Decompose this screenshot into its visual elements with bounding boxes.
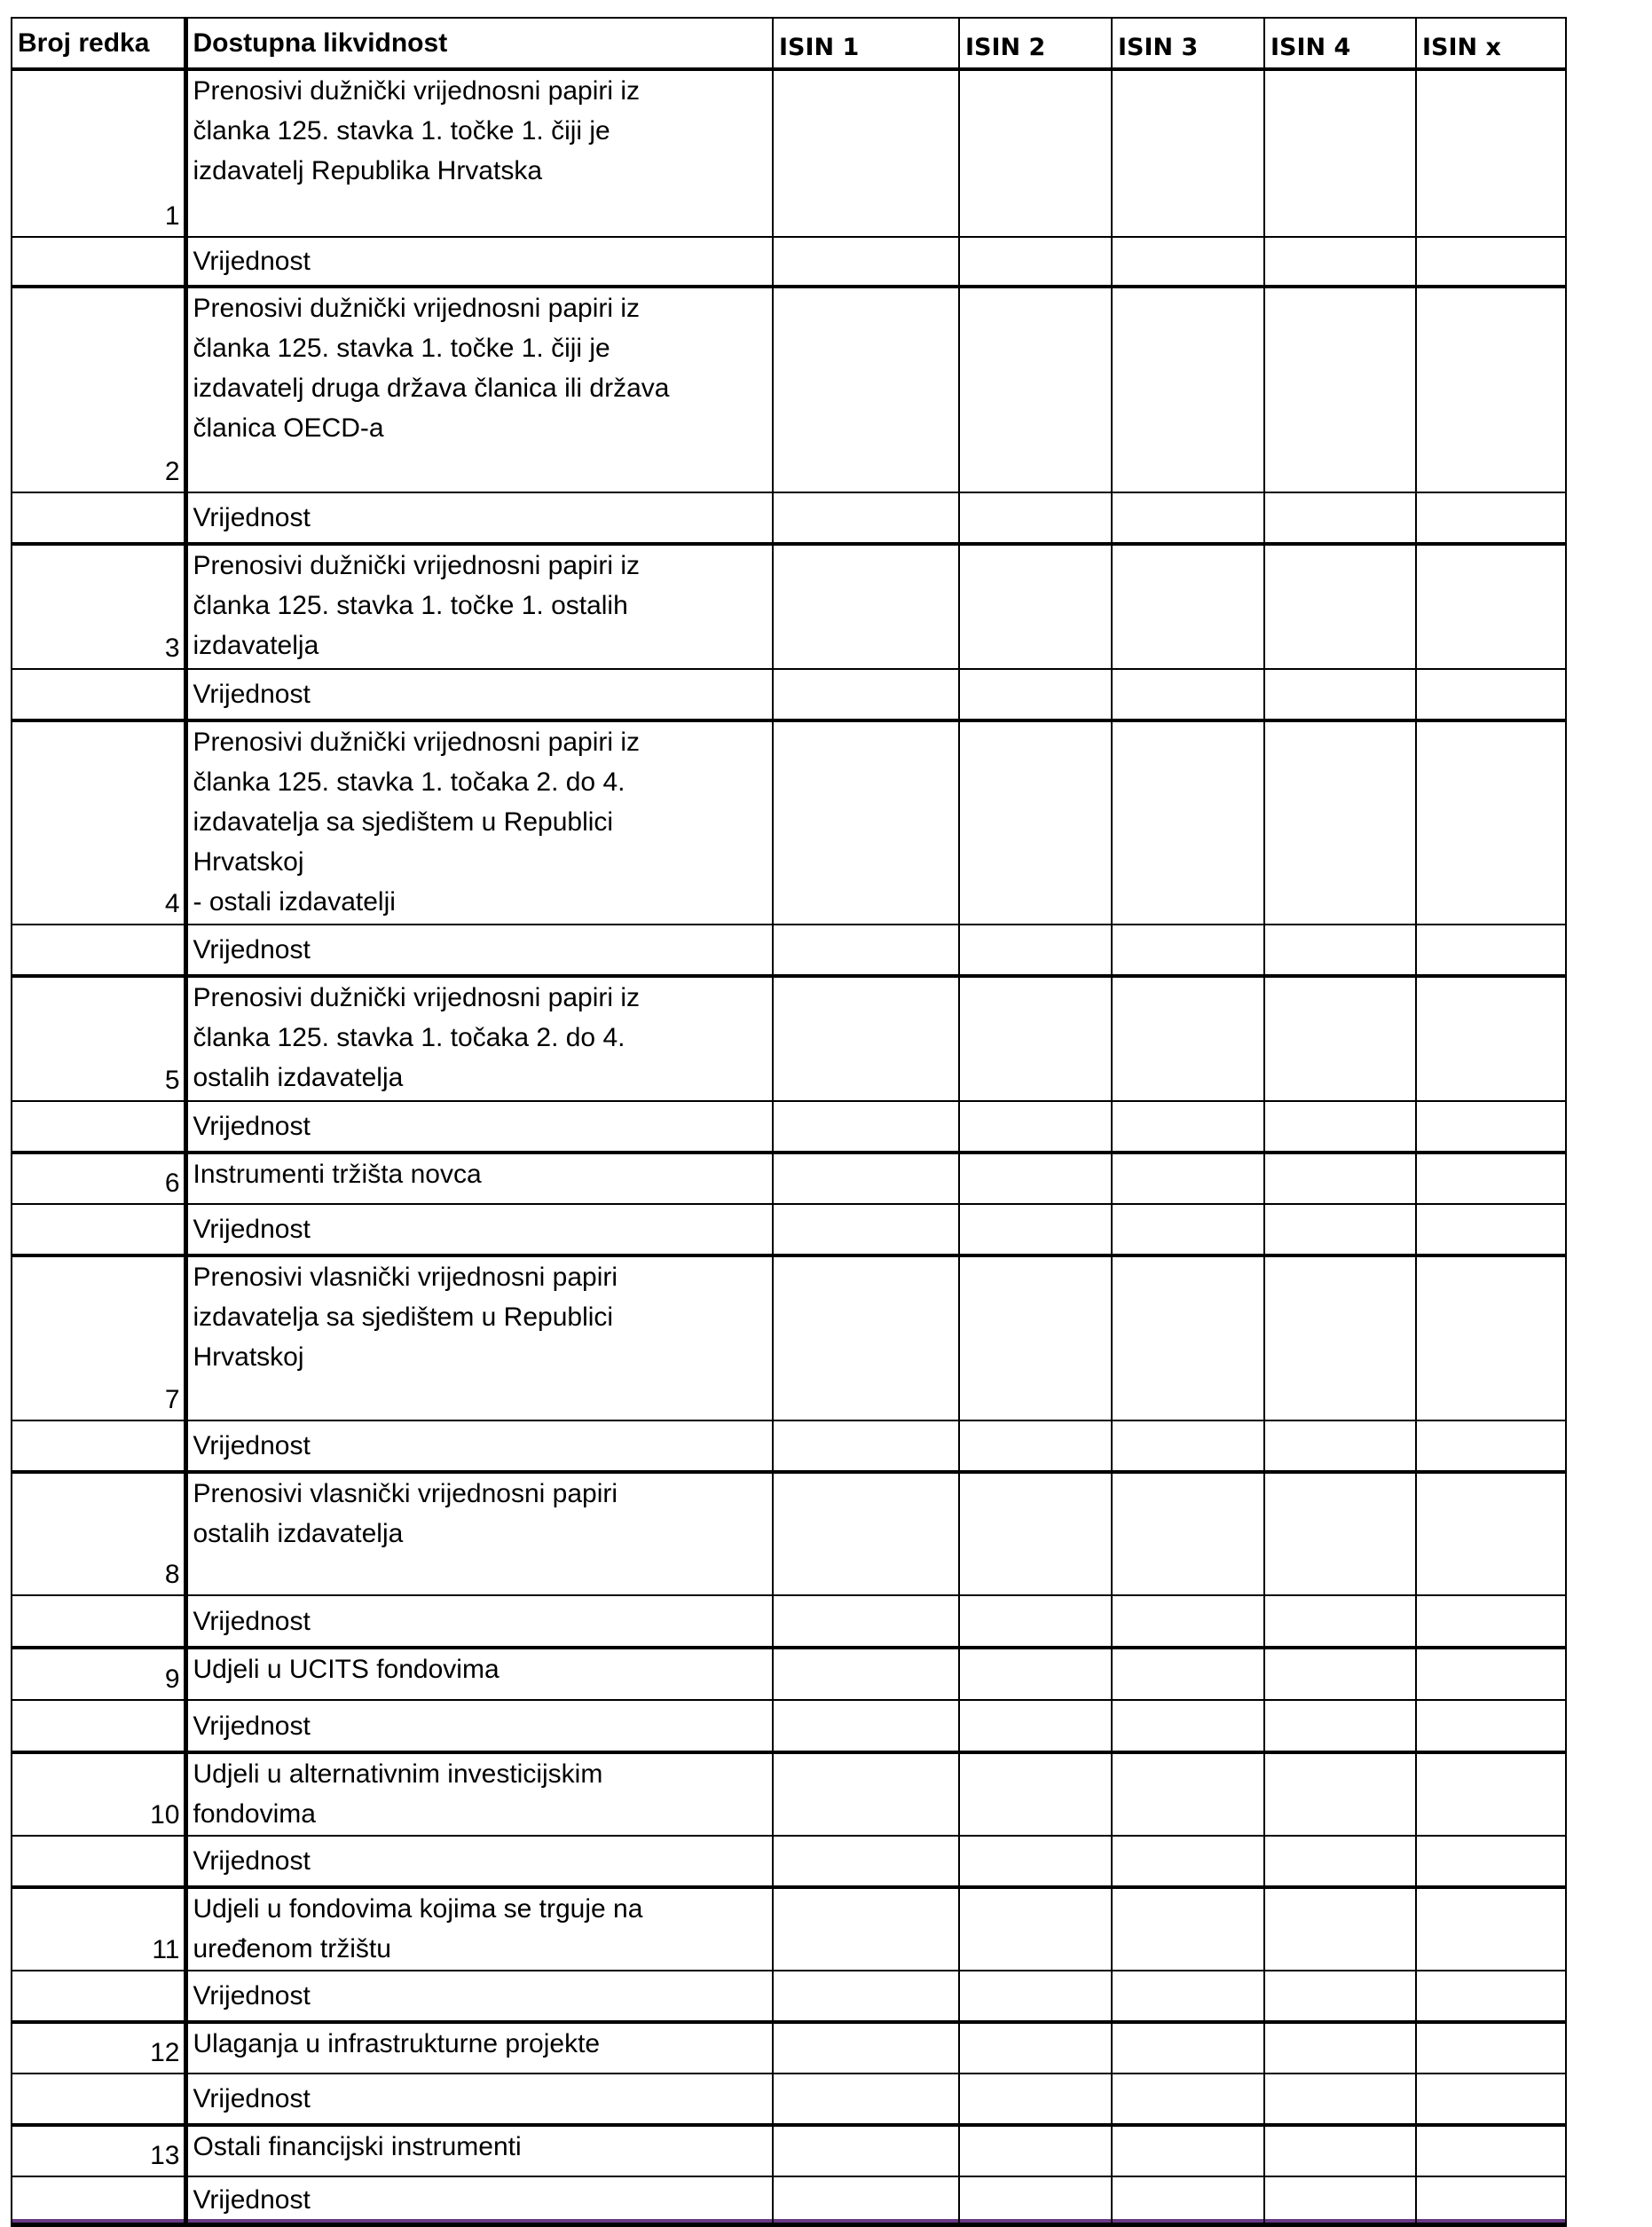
value-cell[interactable] [1264, 1595, 1416, 1648]
table-row [12, 1255, 1566, 1420]
value-label: Vrijednost [185, 237, 773, 287]
value-row [12, 925, 1566, 976]
isin-cell[interactable] [773, 2022, 959, 2074]
isin-cell[interactable] [1264, 544, 1416, 669]
isin-cell[interactable] [773, 2125, 959, 2176]
value-cell[interactable] [1416, 492, 1566, 544]
value-row [12, 1971, 1566, 2022]
value-cell[interactable] [1416, 2176, 1566, 2224]
isin-cell[interactable] [959, 1887, 1112, 1971]
value-cell[interactable] [773, 492, 959, 544]
value-row [12, 669, 1566, 720]
row-number-empty [12, 1595, 185, 1648]
row-number-empty [12, 1971, 185, 2022]
value-cell[interactable] [1112, 492, 1264, 544]
description-line: izdavatelj druga država članica ili država [193, 374, 670, 403]
description-line: Ostali financijski instrumenti [193, 2132, 522, 2161]
isin-cell[interactable] [1264, 287, 1416, 492]
value-label: Vrijednost [185, 1971, 773, 2022]
description-line: Prenosivi vlasnički vrijednosni papiri [193, 1479, 618, 1508]
isin-cell[interactable] [1264, 69, 1416, 237]
value-cell[interactable] [1416, 669, 1566, 720]
isin-cell[interactable] [1264, 1472, 1416, 1595]
value-cell[interactable] [1112, 1700, 1264, 1752]
isin-cell[interactable] [773, 287, 959, 492]
value-cell[interactable] [1112, 237, 1264, 287]
value-cell[interactable] [959, 669, 1112, 720]
value-cell[interactable] [1112, 2074, 1264, 2125]
value-cell[interactable] [773, 1595, 959, 1648]
value-cell[interactable] [959, 1971, 1112, 2022]
isin-cell[interactable] [1416, 2022, 1566, 2074]
value-cell[interactable] [773, 1204, 959, 1255]
row-number-empty [12, 2176, 185, 2224]
table-row [12, 2022, 1566, 2074]
isin-cell[interactable] [1264, 1887, 1416, 1971]
description-line: Hrvatskoj [193, 847, 304, 877]
isin-cell[interactable] [1416, 1887, 1566, 1971]
header-row-number: Broj redka [12, 18, 185, 69]
isin-cell[interactable] [1112, 1648, 1264, 1700]
header-row [12, 18, 1566, 69]
value-cell[interactable] [1264, 925, 1416, 976]
isin-cell[interactable] [1416, 1648, 1566, 1700]
row-number-empty [12, 2074, 185, 2125]
value-cell[interactable] [1112, 669, 1264, 720]
description-line: Hrvatskoj [193, 1342, 304, 1372]
row-number: 2 [12, 287, 185, 492]
isin-cell[interactable] [773, 1752, 959, 1836]
value-cell[interactable] [773, 669, 959, 720]
description-line: ostalih izdavatelja [193, 1063, 404, 1092]
value-cell[interactable] [773, 1836, 959, 1887]
row-number-empty [12, 1204, 185, 1255]
row-number: 4 [12, 720, 185, 925]
row-number-empty [12, 237, 185, 287]
value-cell[interactable] [1264, 2074, 1416, 2125]
row-description [185, 1153, 773, 1204]
row-number: 5 [12, 976, 185, 1101]
row-number: 12 [12, 2022, 185, 2074]
header-isin-1: ISIN 1 [773, 18, 959, 69]
description-line: članka 125. stavka 1. točaka 2. do 4. [193, 767, 625, 797]
isin-cell[interactable] [959, 1472, 1112, 1595]
value-label: Vrijednost [185, 1204, 773, 1255]
value-cell[interactable] [959, 1700, 1112, 1752]
isin-cell[interactable] [1112, 1153, 1264, 1204]
description-line: članka 125. stavka 1. točke 1. čiji je [193, 334, 610, 363]
value-cell[interactable] [1112, 925, 1264, 976]
isin-cell[interactable] [773, 720, 959, 925]
row-description [185, 2125, 773, 2176]
row-description [185, 287, 773, 492]
value-cell[interactable] [1416, 2074, 1566, 2125]
isin-cell[interactable] [773, 1648, 959, 1700]
description-line: fondovima [193, 1799, 316, 1829]
isin-cell[interactable] [773, 1887, 959, 1971]
description-line: Instrumenti tržišta novca [193, 1160, 482, 1189]
row-description [185, 544, 773, 669]
description-line: Prenosivi dužnički vrijednosni papiri iz [193, 76, 641, 106]
value-label: Vrijednost [185, 925, 773, 976]
value-cell[interactable] [773, 1420, 959, 1472]
value-row [12, 1420, 1566, 1472]
isin-cell[interactable] [1416, 1255, 1566, 1420]
description-line: Prenosivi dužnički vrijednosni papiri iz [193, 551, 641, 580]
value-cell[interactable] [1264, 1101, 1416, 1153]
isin-cell[interactable] [959, 720, 1112, 925]
description-line: Udjeli u UCITS fondovima [193, 1655, 500, 1684]
row-number: 8 [12, 1472, 185, 1595]
isin-cell[interactable] [1112, 976, 1264, 1101]
value-row [12, 2176, 1566, 2224]
row-number: 9 [12, 1648, 185, 1700]
description-line: ostalih izdavatelja [193, 1519, 404, 1548]
row-description [185, 1472, 773, 1595]
header-isin-x: ISIN x [1416, 18, 1566, 69]
value-cell[interactable] [1264, 1420, 1416, 1472]
value-label: Vrijednost [185, 1595, 773, 1648]
value-cell[interactable] [959, 2074, 1112, 2125]
table-row [12, 1153, 1566, 1204]
isin-cell[interactable] [1416, 1472, 1566, 1595]
isin-cell[interactable] [959, 1648, 1112, 1700]
value-row [12, 1595, 1566, 1648]
isin-cell[interactable] [773, 1255, 959, 1420]
value-cell[interactable] [959, 1836, 1112, 1887]
value-cell[interactable] [959, 1204, 1112, 1255]
value-cell[interactable] [1416, 1204, 1566, 1255]
value-cell[interactable] [959, 237, 1112, 287]
table-row [12, 1752, 1566, 1836]
isin-cell[interactable] [959, 544, 1112, 669]
value-cell[interactable] [959, 1595, 1112, 1648]
description-line: Ulaganja u infrastrukturne projekte [193, 2029, 601, 2058]
isin-cell[interactable] [1112, 2125, 1264, 2176]
isin-cell[interactable] [1112, 1752, 1264, 1836]
table-row [12, 720, 1566, 925]
row-number: 11 [12, 1887, 185, 1971]
value-cell[interactable] [1416, 1836, 1566, 1887]
description-line: Prenosivi dužnički vrijednosni papiri iz [193, 728, 641, 757]
isin-cell[interactable] [959, 2125, 1112, 2176]
value-label: Vrijednost [185, 1420, 773, 1472]
description-line: Udjeli u fondovima kojima se trguje na [193, 1894, 643, 1924]
isin-cell[interactable] [959, 2022, 1112, 2074]
description-line: uređenom tržištu [193, 1934, 391, 1963]
row-number: 13 [12, 2125, 185, 2176]
isin-cell[interactable] [1264, 976, 1416, 1101]
value-cell[interactable] [1112, 1971, 1264, 2022]
value-cell[interactable] [959, 1101, 1112, 1153]
table-row [12, 976, 1566, 1101]
value-cell[interactable] [1416, 1971, 1566, 2022]
row-description [185, 2022, 773, 2074]
value-cell[interactable] [959, 492, 1112, 544]
table-row [12, 544, 1566, 669]
isin-cell[interactable] [773, 1472, 959, 1595]
row-number: 6 [12, 1153, 185, 1204]
value-cell[interactable] [773, 1101, 959, 1153]
value-cell[interactable] [1416, 1595, 1566, 1648]
row-description [185, 720, 773, 925]
value-cell[interactable] [773, 2176, 959, 2224]
isin-cell[interactable] [959, 1752, 1112, 1836]
row-number: 7 [12, 1255, 185, 1420]
isin-cell[interactable] [1416, 544, 1566, 669]
value-cell[interactable] [1264, 669, 1416, 720]
value-label: Vrijednost [185, 669, 773, 720]
isin-cell[interactable] [1112, 720, 1264, 925]
value-cell[interactable] [1112, 2176, 1264, 2224]
value-cell[interactable] [1112, 1101, 1264, 1153]
isin-cell[interactable] [773, 1153, 959, 1204]
description-line: Prenosivi vlasnički vrijednosni papiri [193, 1263, 618, 1292]
value-cell[interactable] [1112, 1595, 1264, 1648]
isin-cell[interactable] [1416, 1752, 1566, 1836]
row-description [185, 1752, 773, 1836]
value-cell[interactable] [773, 1971, 959, 2022]
value-row [12, 1101, 1566, 1153]
value-label: Vrijednost [185, 1836, 773, 1887]
row-number: 3 [12, 544, 185, 669]
description-line: članka 125. stavka 1. točke 1. ostalih [193, 591, 628, 620]
isin-cell[interactable] [959, 69, 1112, 237]
value-cell[interactable] [1264, 2176, 1416, 2224]
description-line: izdavatelja [193, 631, 319, 660]
description-line: izdavatelja sa sjedištem u Republici [193, 807, 614, 837]
isin-cell[interactable] [1264, 720, 1416, 925]
value-row [12, 492, 1566, 544]
value-cell[interactable] [773, 925, 959, 976]
value-cell[interactable] [1264, 1971, 1416, 2022]
value-cell[interactable] [1416, 925, 1566, 976]
isin-cell[interactable] [773, 69, 959, 237]
description-line: članka 125. stavka 1. točaka 2. do 4. [193, 1023, 625, 1052]
isin-cell[interactable] [1264, 1255, 1416, 1420]
value-label: Vrijednost [185, 2074, 773, 2125]
value-label: Vrijednost [185, 2176, 773, 2224]
value-cell[interactable] [1264, 1204, 1416, 1255]
isin-cell[interactable] [1416, 1153, 1566, 1204]
value-cell[interactable] [1264, 1836, 1416, 1887]
value-cell[interactable] [1416, 1700, 1566, 1752]
isin-cell[interactable] [1112, 544, 1264, 669]
isin-cell[interactable] [1264, 1153, 1416, 1204]
value-cell[interactable] [959, 925, 1112, 976]
isin-cell[interactable] [1264, 2125, 1416, 2176]
isin-cell[interactable] [1112, 2022, 1264, 2074]
value-cell[interactable] [1416, 1101, 1566, 1153]
header-isin-3: ISIN 3 [1112, 18, 1264, 69]
value-cell[interactable] [1416, 1420, 1566, 1472]
isin-cell[interactable] [959, 1255, 1112, 1420]
isin-cell[interactable] [1112, 1887, 1264, 1971]
value-cell[interactable] [1264, 492, 1416, 544]
isin-cell[interactable] [1416, 287, 1566, 492]
row-number: 10 [12, 1752, 185, 1836]
header-isin-2: ISIN 2 [959, 18, 1112, 69]
description-line: Udjeli u alternativnim investicijskim [193, 1759, 603, 1789]
row-description [185, 1648, 773, 1700]
isin-cell[interactable] [1416, 2125, 1566, 2176]
table-row [12, 1887, 1566, 1971]
value-cell[interactable] [959, 2176, 1112, 2224]
isin-cell[interactable] [773, 976, 959, 1101]
description-line: članica OECD-a [193, 413, 384, 443]
value-cell[interactable] [1112, 1204, 1264, 1255]
row-description [185, 976, 773, 1101]
table-row [12, 2125, 1566, 2176]
description-line: - ostali izdavatelji [193, 887, 396, 917]
value-row [12, 237, 1566, 287]
description-line: izdavatelj Republika Hrvatska [193, 156, 543, 185]
isin-cell[interactable] [1416, 69, 1566, 237]
row-number-empty [12, 492, 185, 544]
row-number-empty [12, 1700, 185, 1752]
header-isin-4: ISIN 4 [1264, 18, 1416, 69]
table-row [12, 1472, 1566, 1595]
description-line: Prenosivi dužnički vrijednosni papiri iz [193, 983, 641, 1012]
isin-cell[interactable] [959, 287, 1112, 492]
description-line: članka 125. stavka 1. točke 1. čiji je [193, 116, 610, 146]
row-description [185, 1887, 773, 1971]
value-cell[interactable] [959, 1420, 1112, 1472]
isin-cell[interactable] [1112, 287, 1264, 492]
value-cell[interactable] [773, 2074, 959, 2125]
row-number: 1 [12, 69, 185, 237]
description-line: izdavatelja sa sjedištem u Republici [193, 1302, 614, 1332]
row-number-empty [12, 669, 185, 720]
isin-cell[interactable] [1416, 976, 1566, 1101]
value-label: Vrijednost [185, 1700, 773, 1752]
isin-cell[interactable] [1416, 720, 1566, 925]
isin-cell[interactable] [1112, 1472, 1264, 1595]
value-row [12, 1204, 1566, 1255]
isin-cell[interactable] [959, 1153, 1112, 1204]
row-number-empty [12, 1420, 185, 1472]
value-cell[interactable] [1112, 1420, 1264, 1472]
value-cell[interactable] [773, 237, 959, 287]
isin-cell[interactable] [773, 544, 959, 669]
isin-cell[interactable] [1264, 1648, 1416, 1700]
value-row [12, 2074, 1566, 2125]
value-label: Vrijednost [185, 492, 773, 544]
table-row [12, 1648, 1566, 1700]
table-row [12, 69, 1566, 237]
isin-cell[interactable] [1264, 2022, 1416, 2074]
value-cell[interactable] [1416, 237, 1566, 287]
value-cell[interactable] [773, 1700, 959, 1752]
value-cell[interactable] [1112, 1836, 1264, 1887]
isin-cell[interactable] [1112, 1255, 1264, 1420]
row-number-empty [12, 925, 185, 976]
row-number-empty [12, 1836, 185, 1887]
liquidity-table [11, 17, 1567, 2227]
row-description [185, 69, 773, 237]
row-number-empty [12, 1101, 185, 1153]
value-cell[interactable] [1264, 1700, 1416, 1752]
header-description: Dostupna likvidnost [185, 18, 773, 69]
value-cell[interactable] [1264, 237, 1416, 287]
isin-cell[interactable] [959, 976, 1112, 1101]
value-row [12, 1836, 1566, 1887]
row-description [185, 1255, 773, 1420]
value-row [12, 1700, 1566, 1752]
value-label: Vrijednost [185, 1101, 773, 1153]
description-line: Prenosivi dužnički vrijednosni papiri iz [193, 294, 641, 323]
isin-cell[interactable] [1264, 1752, 1416, 1836]
isin-cell[interactable] [1112, 69, 1264, 237]
table-row [12, 287, 1566, 492]
